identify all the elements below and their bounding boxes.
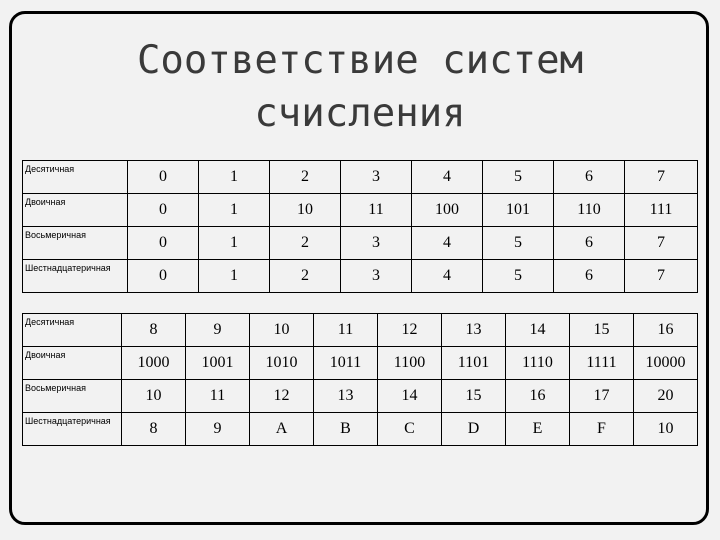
table-cell: 13 [442, 314, 506, 347]
table-cell: 3 [341, 161, 412, 194]
table-row [23, 314, 698, 347]
row-label: Двоичная [23, 194, 128, 227]
table-cell: 1011 [314, 347, 378, 380]
table-cell: B [314, 413, 378, 446]
table-cell: 14 [378, 380, 442, 413]
table-cell: 10 [634, 413, 698, 446]
slide-title-line-2: счисления [254, 91, 466, 136]
row-label: Десятичная [23, 314, 122, 347]
table-cell: 2 [270, 260, 341, 293]
table-cell: 12 [378, 314, 442, 347]
table-cell: 11 [314, 314, 378, 347]
table-cell: 7 [625, 260, 698, 293]
row-label: Шестнадцатеричная [23, 413, 122, 446]
table-cell: F [570, 413, 634, 446]
table-cell: 16 [506, 380, 570, 413]
slide-title-line-1: Соответствие систем [136, 38, 584, 83]
table-cell: 9 [186, 314, 250, 347]
table-cell: 4 [412, 161, 483, 194]
table-cell: 5 [483, 161, 554, 194]
conversion-table-8-16 [22, 313, 698, 446]
table-cell: C [378, 413, 442, 446]
table-cell: 13 [314, 380, 378, 413]
table-cell: 1000 [122, 347, 186, 380]
table-cell: 0 [128, 227, 199, 260]
table-cell: 1111 [570, 347, 634, 380]
row-label: Восьмеричная [23, 380, 122, 413]
table-cell: 100 [412, 194, 483, 227]
table-cell: D [442, 413, 506, 446]
table-row [23, 380, 698, 413]
table-cell: 1 [199, 194, 270, 227]
table-cell: 4 [412, 260, 483, 293]
table-cell: 2 [270, 161, 341, 194]
table-cell: 3 [341, 227, 412, 260]
table-cell: 7 [625, 227, 698, 260]
table-cell: A [250, 413, 314, 446]
table-row [23, 161, 698, 194]
table-cell: 0 [128, 260, 199, 293]
table-cell: 1 [199, 227, 270, 260]
slide-title [90, 34, 630, 140]
row-label: Восьмеричная [23, 227, 128, 260]
table-cell: 2 [270, 227, 341, 260]
table-cell: 8 [122, 413, 186, 446]
table-cell: 0 [128, 194, 199, 227]
table-cell: 1010 [250, 347, 314, 380]
table-cell: 11 [341, 194, 412, 227]
table-cell: 110 [554, 194, 625, 227]
table-cell: 12 [250, 380, 314, 413]
row-label: Двоичная [23, 347, 122, 380]
table-row [23, 260, 698, 293]
table-cell: 101 [483, 194, 554, 227]
table-cell: 1 [199, 260, 270, 293]
table-cell: 8 [122, 314, 186, 347]
table-row [23, 347, 698, 380]
table-cell: 6 [554, 260, 625, 293]
table-cell: 1001 [186, 347, 250, 380]
table-cell: 6 [554, 161, 625, 194]
table-cell: 14 [506, 314, 570, 347]
table-cell: 5 [483, 227, 554, 260]
table-cell: 6 [554, 227, 625, 260]
table-cell: 1 [199, 161, 270, 194]
table-cell: 11 [186, 380, 250, 413]
table-cell: 3 [341, 260, 412, 293]
table-8-16-body [23, 314, 698, 446]
table-cell: 9 [186, 413, 250, 446]
table-cell: 4 [412, 227, 483, 260]
table-cell: 1110 [506, 347, 570, 380]
table-row [23, 227, 698, 260]
table-cell: 15 [570, 314, 634, 347]
table-cell: 15 [442, 380, 506, 413]
table-cell: 5 [483, 260, 554, 293]
table-cell: E [506, 413, 570, 446]
table-cell: 1100 [378, 347, 442, 380]
table-cell: 10000 [634, 347, 698, 380]
table-row [23, 194, 698, 227]
table-cell: 10 [270, 194, 341, 227]
table-cell: 16 [634, 314, 698, 347]
table-cell: 111 [625, 194, 698, 227]
table-cell: 17 [570, 380, 634, 413]
conversion-table-0-7 [22, 160, 698, 293]
table-cell: 10 [122, 380, 186, 413]
row-label: Десятичная [23, 161, 128, 194]
table-row [23, 413, 698, 446]
row-label: Шестнадцатеричная [23, 260, 128, 293]
table-0-7-body [23, 161, 698, 293]
table-cell: 20 [634, 380, 698, 413]
table-cell: 0 [128, 161, 199, 194]
table-cell: 7 [625, 161, 698, 194]
table-cell: 1101 [442, 347, 506, 380]
table-cell: 10 [250, 314, 314, 347]
